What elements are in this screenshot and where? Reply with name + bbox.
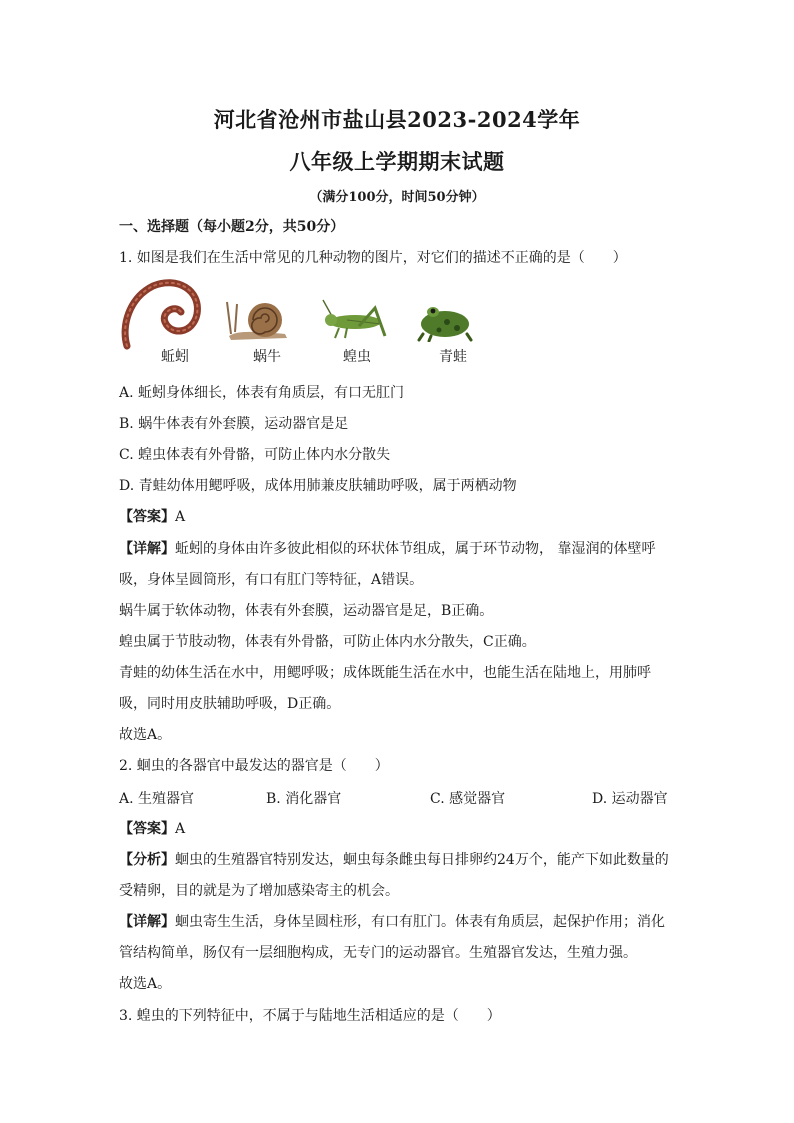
q1-conclusion: 故选A。 — [119, 727, 172, 743]
q1-detail-text-1: 蚯蚓的身体由许多彼此相似的环状体节组成，属于环节动物， 靠湿润的体壁呼 — [175, 541, 656, 557]
q1-option-d: D. 青蛙幼体用鳃呼吸，成体用肺兼皮肤辅助呼吸，属于两栖动物 — [119, 478, 517, 494]
q2-detail-line-2: 管结构简单，肠仅有一层细胞构成，无专门的运动器官。生殖器官发达，生殖力强。 — [119, 945, 637, 961]
q1-detail-line-3: 蜗牛属于软体动物，体表有外套膜，运动器官是足，B正确。 — [119, 603, 494, 619]
q2-option-d: D. 运动器官 — [592, 791, 668, 807]
q2-conclusion: 故选A。 — [119, 976, 172, 992]
q2-detail-label: 【详解】 — [119, 914, 175, 930]
q2-option-a: A. 生殖器官 — [119, 791, 195, 807]
exam-subtitle: （满分100分，时间50分钟） — [309, 190, 485, 205]
snail-image — [225, 294, 291, 342]
q1-option-b: B. 蜗牛体表有外套膜，运动器官是足 — [119, 416, 349, 432]
q1-stem: 1. 如图是我们在生活中常见的几种动物的图片，对它们的描述不正确的是（ ） — [119, 250, 627, 266]
frog-image — [417, 300, 473, 342]
q1-animal-figure — [119, 276, 499, 368]
q2-option-b: B. 消化器官 — [266, 791, 342, 807]
q1-option-c: C. 蝗虫体表有外骨骼，可防止体内水分散失 — [119, 447, 391, 463]
q2-answer-label: 【答案】 — [119, 821, 175, 837]
q1-option-a: A. 蚯蚓身体细长，体表有角质层，有口无肛门 — [119, 385, 405, 401]
q2-analysis-text-1: 蛔虫的生殖器官特别发达，蛔虫每条雌虫每日排卵约24万个，能产下如此数量的 — [175, 852, 669, 868]
exam-title-line1: 河北省沧州市盐山县2023-2024学年 — [213, 107, 581, 132]
figure-label-snail: 蜗牛 — [253, 349, 281, 365]
q2-option-c: C. 感觉器官 — [430, 791, 506, 807]
figure-label-frog: 青蛙 — [439, 349, 467, 365]
figure-label-earthworm: 蚯蚓 — [161, 349, 189, 365]
q2-stem: 2. 蛔虫的各器官中最发达的器官是（ ） — [119, 758, 389, 774]
q1-detail-line-6: 吸，同时用皮肤辅助呼吸，D正确。 — [119, 696, 341, 712]
q2-detail-text-1: 蛔虫寄生生活，身体呈圆柱形，有口有肛门。体表有角质层，起保护作用；消化 — [175, 914, 665, 930]
q2-analysis-label: 【分析】 — [119, 852, 175, 868]
exam-title-line2: 八年级上学期期末试题 — [289, 149, 505, 174]
q1-detail-line-1 — [119, 539, 655, 559]
q1-answer-value: A — [175, 509, 186, 525]
q3-stem: 3. 蝗虫的下列特征中，不属于与陆地生活相适应的是（ ） — [119, 1008, 501, 1024]
q1-answer-label: 【答案】 — [119, 509, 175, 525]
q2-answer — [119, 819, 185, 839]
q1-detail-label: 【详解】 — [119, 541, 175, 557]
q2-analysis-line-1 — [119, 850, 669, 870]
figure-label-grasshopper: 蝗虫 — [343, 349, 371, 365]
section-heading: 一、选择题（每小题2分，共50分） — [119, 219, 345, 235]
q1-detail-line-5: 青蛙的幼体生活在水中，用鳃呼吸；成体既能生活在水中，也能生活在陆地上，用肺呼 — [119, 665, 651, 681]
q1-detail-line-2: 吸，身体呈圆筒形，有口有肛门等特征，A错误。 — [119, 572, 424, 588]
q2-detail-line-1 — [119, 912, 665, 932]
q2-answer-value: A — [175, 821, 186, 837]
grasshopper-image — [319, 298, 389, 342]
q2-analysis-line-2: 受精卵，目的就是为了增加感染寄主的机会。 — [119, 883, 399, 899]
earthworm-image — [119, 276, 209, 350]
q1-detail-line-4: 蝗虫属于节肢动物，体表有外骨骼，可防止体内水分散失，C正确。 — [119, 634, 536, 650]
q1-answer — [119, 507, 185, 527]
